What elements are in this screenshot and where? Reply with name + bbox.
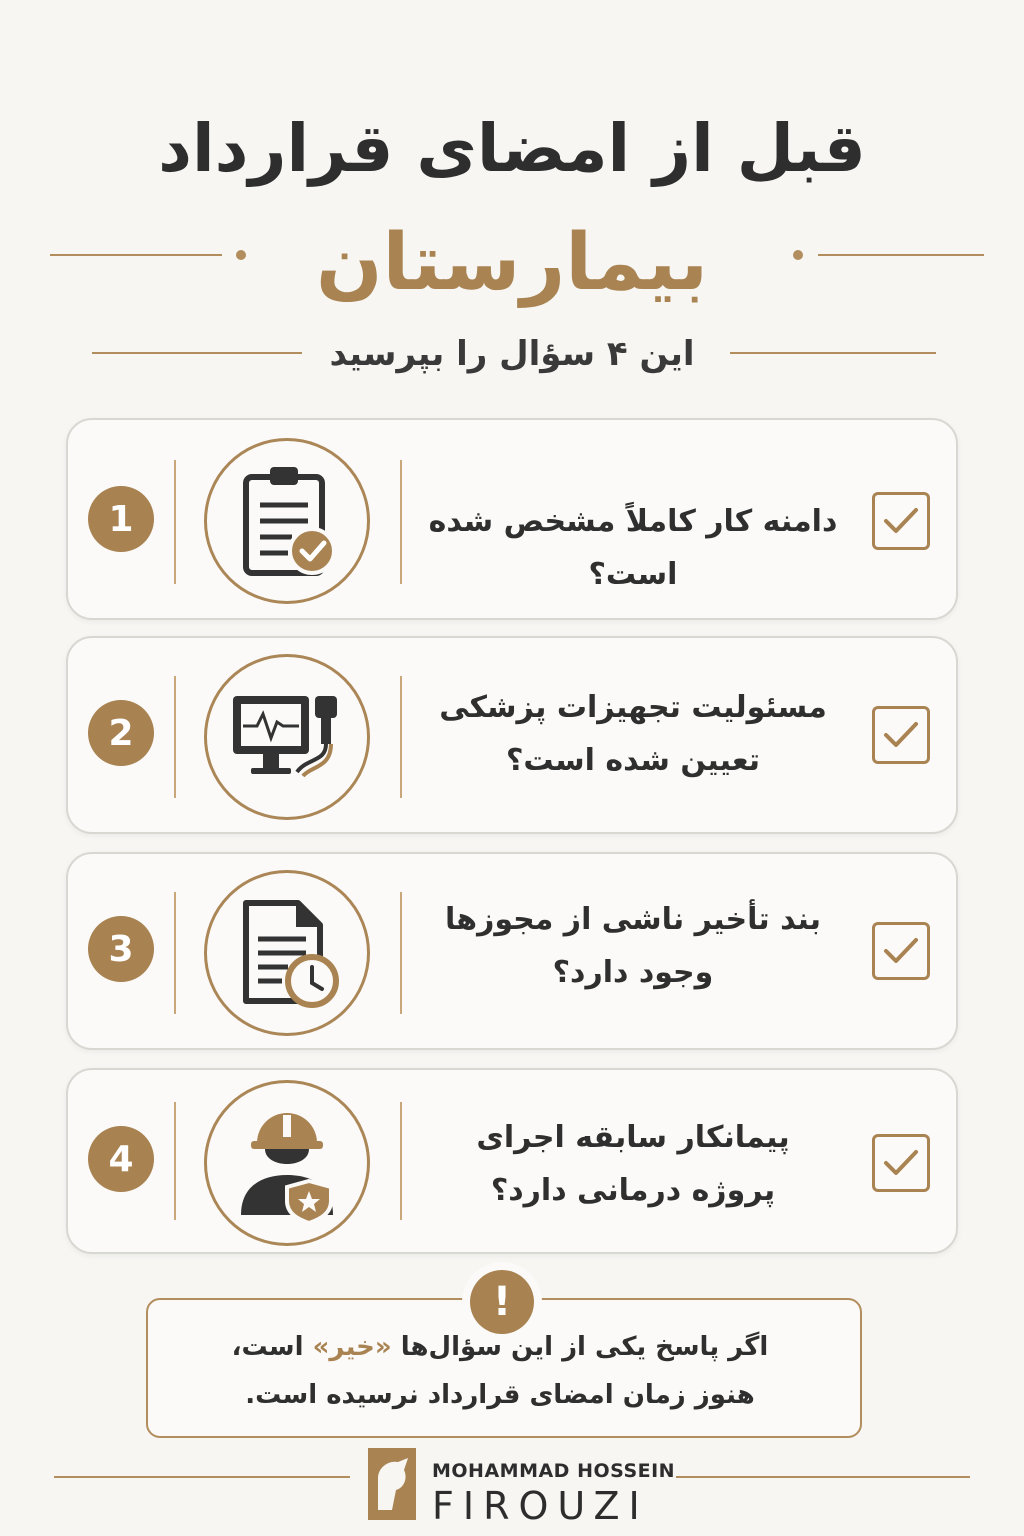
headline-divider-right [818,254,984,256]
question-card-3 [66,852,958,1050]
footer-divider-left [54,1476,350,1478]
warning-text-part: است، [231,1332,313,1362]
question-number-badge: 2 [88,700,154,766]
checkbox-icon[interactable] [872,1134,930,1192]
page-title: قبل از امضای قرارداد [158,110,866,187]
page-headline: بیمارستان [315,218,709,308]
card-divider [174,892,176,1014]
card-divider [174,676,176,798]
question-text [408,894,858,999]
warning-line-1 [180,1332,820,1362]
card-divider [400,460,402,584]
brand-logo-icon [368,1448,416,1520]
question-text [408,682,858,787]
question-text [408,1112,858,1217]
card-divider [400,892,402,1014]
question-line: وجود دارد؟ [552,954,714,990]
card-divider [174,460,176,584]
question-card-4 [66,1068,958,1254]
question-text [408,496,858,601]
warning-highlight: «خیر» [312,1332,392,1362]
question-card-1 [66,418,958,620]
medical-monitor-icon [204,654,370,820]
checkbox-icon[interactable] [872,492,930,550]
question-card-2 [66,636,958,834]
clipboard-check-icon [204,438,370,604]
document-clock-icon [204,870,370,1036]
exclamation-icon: ! [470,1270,534,1334]
brand-name-top: MOHAMMAD HOSSEIN [432,1460,676,1482]
warning-text-part: اگر پاسخ یکی از این سؤال‌ها [391,1332,769,1362]
question-number-badge: 1 [88,486,154,552]
question-line: مسئولیت تجهیزات پزشکی [439,690,827,725]
headline-divider-dot-right [793,250,803,260]
card-divider [174,1102,176,1220]
question-line: پروژه درمانی دارد؟ [490,1172,776,1208]
question-line: پیمانکار سابقه اجرای [476,1120,790,1155]
warning-line-2: هنوز زمان امضای قرارداد نرسیده است. [245,1380,755,1410]
page-subtitle: این ۴ سؤال را بپرسید [329,334,695,374]
question-line: دامنه کار کاملاً مشخص شده است؟ [428,504,838,592]
card-divider [400,1102,402,1220]
contractor-shield-icon [204,1080,370,1246]
question-line: تعیین شده است؟ [505,742,761,778]
checkbox-icon[interactable] [872,706,930,764]
question-line: بند تأخیر ناشی از مجوزها [445,902,821,937]
brand-name-bottom: FIROUZI [432,1484,649,1528]
card-divider [400,676,402,798]
footer-divider-right [676,1476,970,1478]
subtitle-divider-right [730,352,936,354]
question-number-badge: 3 [88,916,154,982]
question-number-badge: 4 [88,1126,154,1192]
checkbox-icon[interactable] [872,922,930,980]
